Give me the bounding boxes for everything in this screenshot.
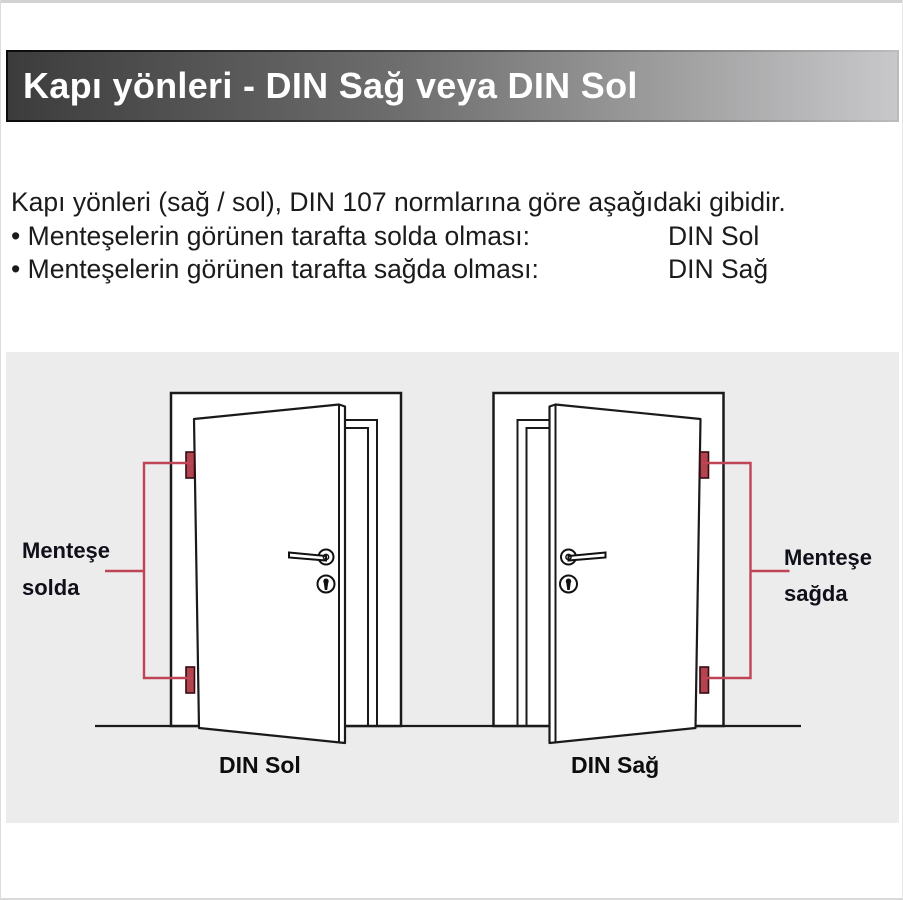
bullet-text-solda: • Menteşelerin görünen tarafta solda olması:: [11, 221, 530, 251]
page-title: Kapı yönleri - DIN Sağ veya DIN Sol: [23, 65, 638, 106]
caption-din-sol: DIN Sol: [219, 752, 301, 778]
din-sag-door-drawing: [494, 393, 790, 743]
hinge-top-left-door: [186, 452, 195, 478]
hinge-bottom-left-door: [186, 667, 195, 693]
hinge-label-right-line1: Menteşe: [784, 545, 873, 570]
door-leaf-right: [550, 405, 701, 744]
hinge-label-right-line2: sağda: [784, 581, 848, 606]
door-leaf-left: [194, 405, 345, 744]
hinge-top-right-door: [700, 452, 709, 478]
bullet-text-sagda: • Menteşelerin görünen tarafta sağda olması:: [11, 254, 539, 284]
hinge-label-left-line2: solda: [22, 575, 80, 600]
hinge-bottom-right-door: [700, 667, 709, 693]
din-sol-door-drawing: [105, 393, 401, 743]
intro-text: Kapı yönleri (sağ / sol), DIN 107 normlarına göre aşağıdaki gibidir.: [11, 187, 786, 217]
hinge-label-left-line1: Menteşe: [22, 538, 111, 563]
bullet-value-din-sag: DIN Sağ: [668, 254, 769, 284]
caption-din-sag: DIN Sağ: [571, 752, 660, 778]
bullet-value-din-sol: DIN Sol: [668, 221, 760, 251]
door-diagram: [1, 0, 903, 900]
